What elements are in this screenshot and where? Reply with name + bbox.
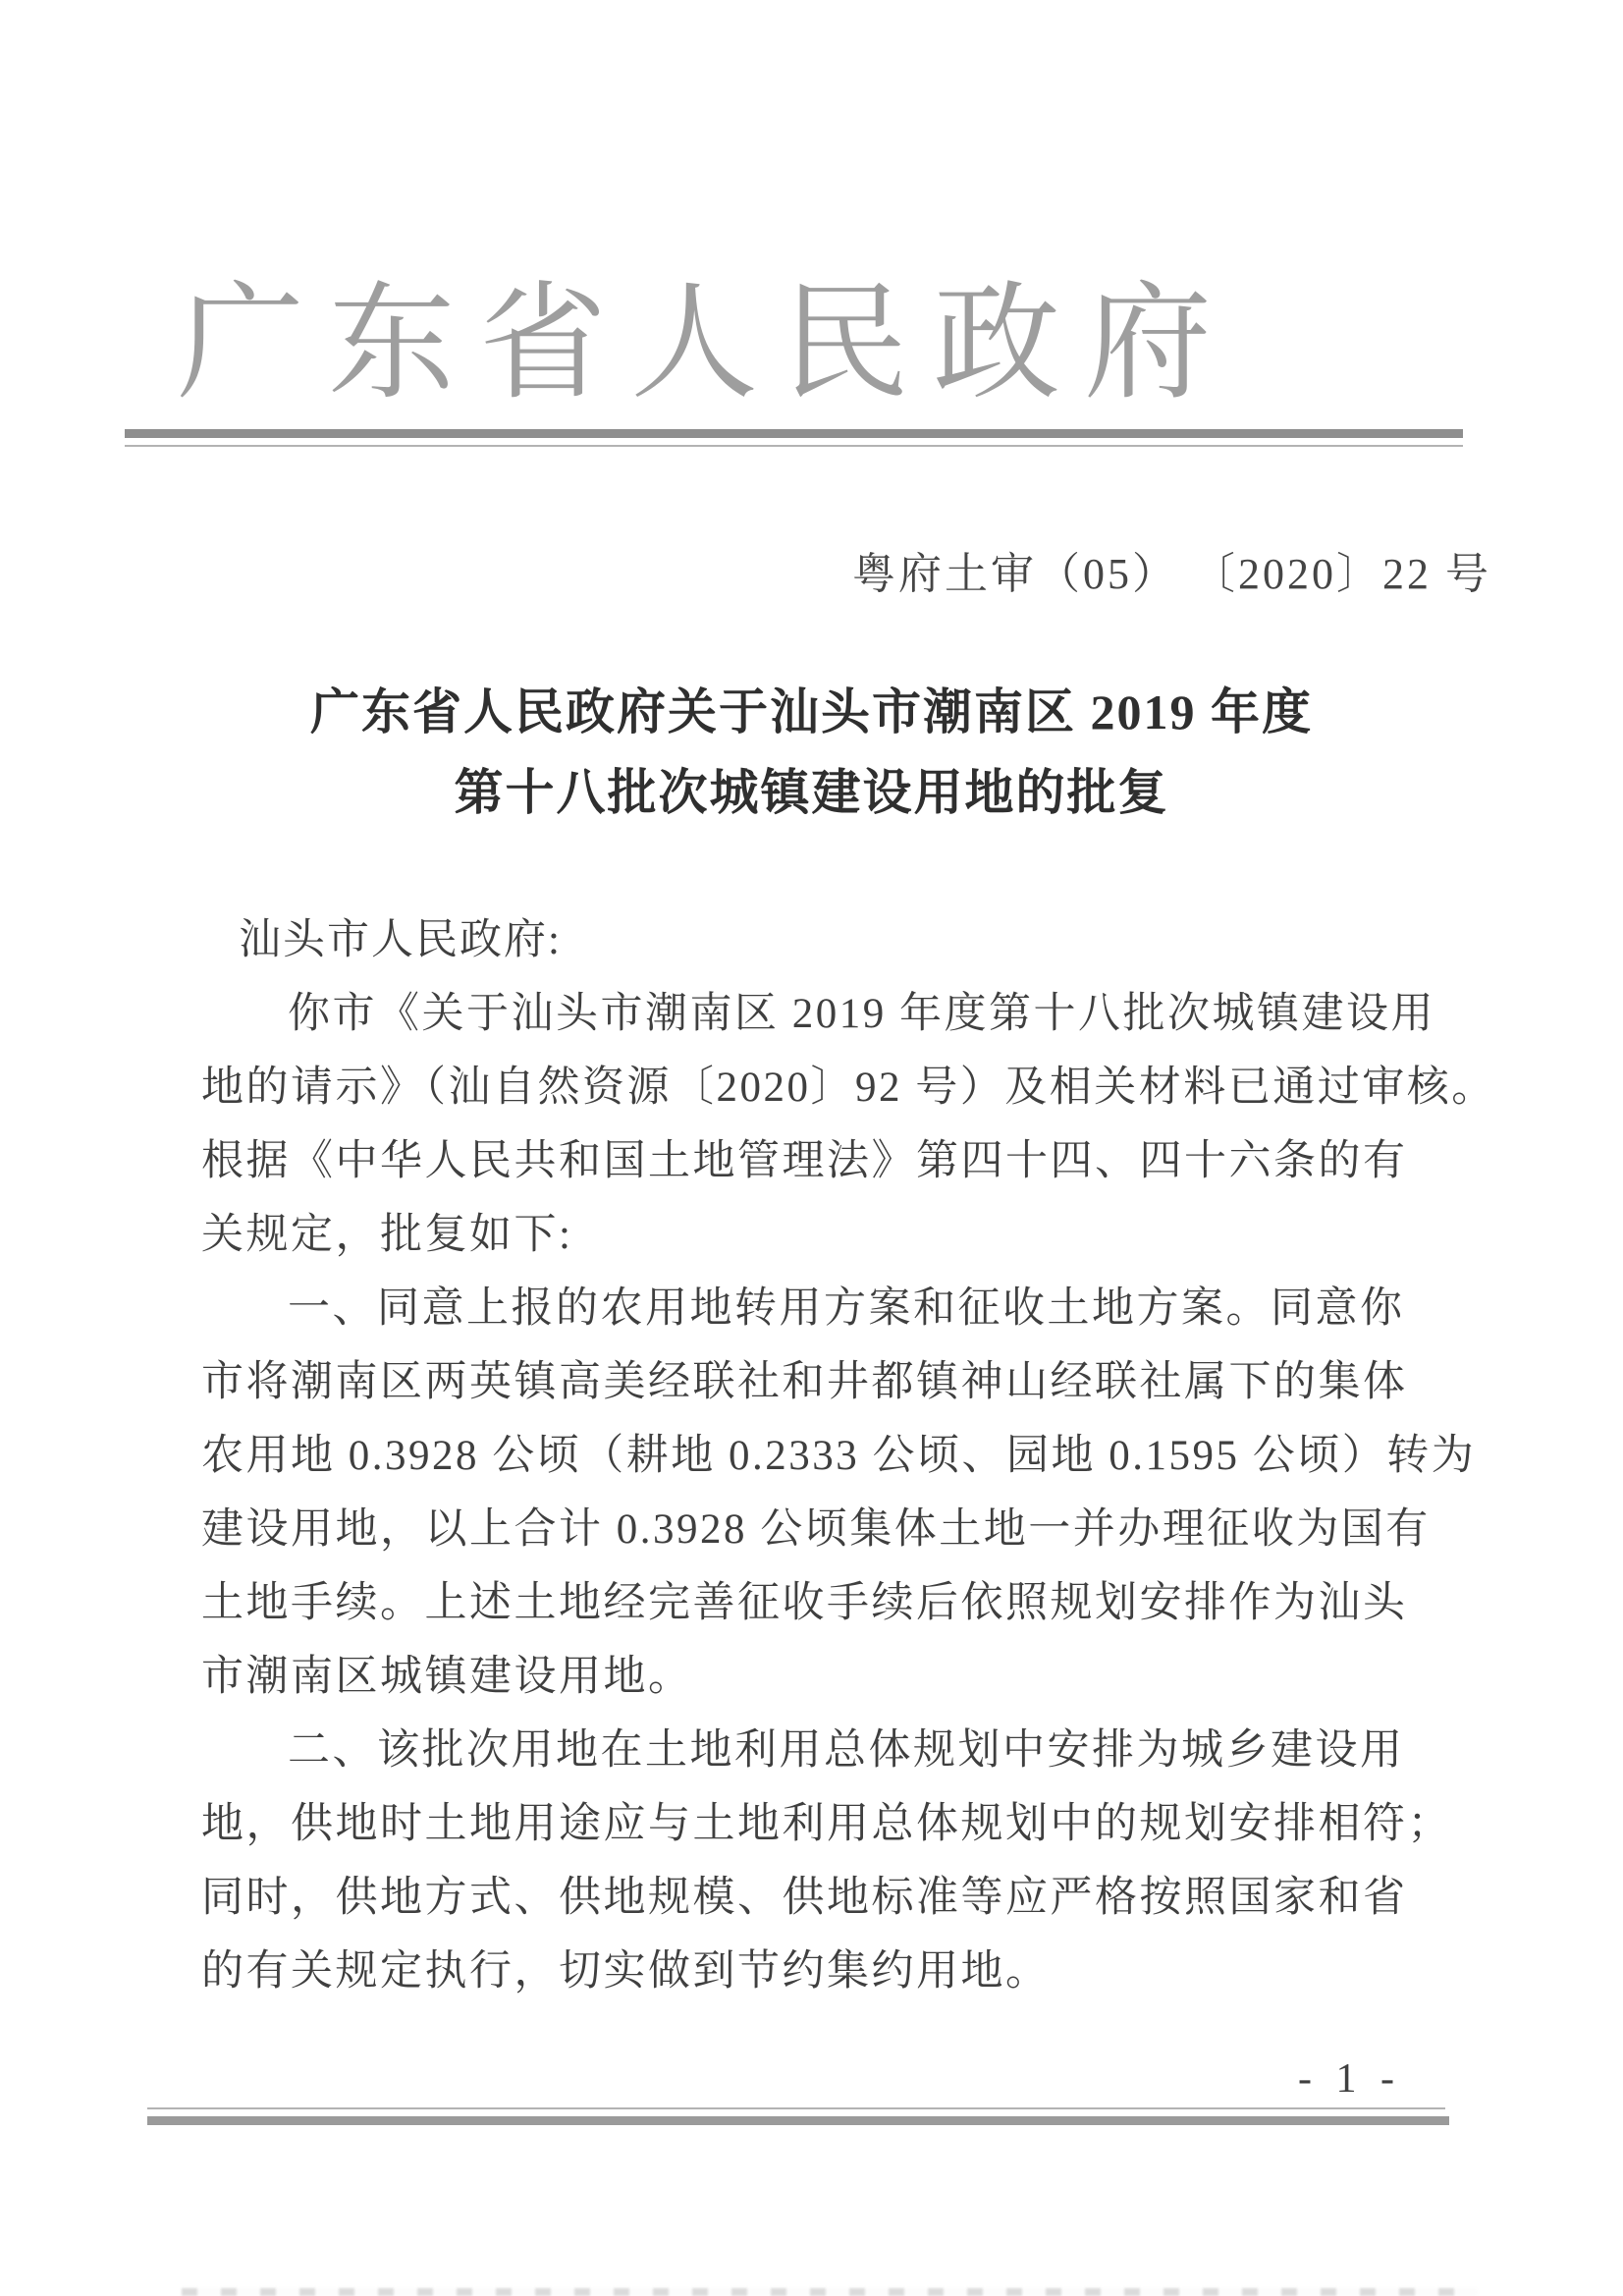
body-line: 同时，供地方式、供地规模、供地标准等应严格按照国家和省 (201, 1875, 1408, 1921)
footer-rule-thick (147, 2116, 1449, 2125)
page-number: - 1 - (1298, 2056, 1401, 2102)
body-line: 的有关规定执行，切实做到节约集约用地。 (201, 1948, 1051, 1995)
body-line: 地的请示》（汕自然资源〔2020〕92 号）及相关材料已通过审核。 (201, 1065, 1496, 1111)
body-line: 地，供地时土地用途应与土地利用总体规划中的规划安排相符； (201, 1801, 1452, 1847)
salutation: 汕头市人民政府: (239, 917, 562, 963)
body-line: 市潮南区城镇建设用地。 (201, 1654, 693, 1700)
body-line: 建设用地，以上合计 0.3928 公顷集体土地一并办理征收为国有 (201, 1506, 1431, 1553)
footer-rule-thin (147, 2107, 1445, 2109)
body-line: 二、该批次用地在土地利用总体规划中安排为城乡建设用 (288, 1727, 1405, 1774)
letterhead-rule-thin (125, 445, 1463, 447)
body-line: 土地手续。上述土地经完善征收手续后依照规划安排作为汕头 (201, 1580, 1408, 1626)
scan-edge-artifact (182, 2288, 1478, 2296)
letterhead-rule-thick (125, 429, 1463, 438)
body-line: 关规定，批复如下: (201, 1212, 573, 1258)
body-line: 根据《中华人民共和国土地管理法》第四十四、四十六条的有 (201, 1138, 1408, 1184)
document-title-line2: 第十八批次城镇建设用地的批复 (454, 765, 1169, 820)
document-number: 粤府土审（05） 〔2020〕22 号 (852, 550, 1491, 598)
document-title-line1: 广东省人民政府关于汕头市潮南区 2019 年度 (310, 684, 1313, 739)
body-line: 你市《关于汕头市潮南区 2019 年度第十八批次城镇建设用 (288, 991, 1435, 1037)
document-title (0, 672, 1623, 833)
document-body (201, 977, 1496, 2008)
letterhead-agency-name: 广东省人民政府 (177, 274, 1236, 415)
body-line: 一、同意上报的农用地转用方案和征收土地方案。同意你 (288, 1285, 1405, 1332)
body-line: 农用地 0.3928 公顷（耕地 0.2333 公顷、园地 0.1595 公顷）转为 (201, 1433, 1477, 1479)
body-line: 市将潮南区两英镇高美经联社和井都镇神山经联社属下的集体 (201, 1359, 1408, 1405)
